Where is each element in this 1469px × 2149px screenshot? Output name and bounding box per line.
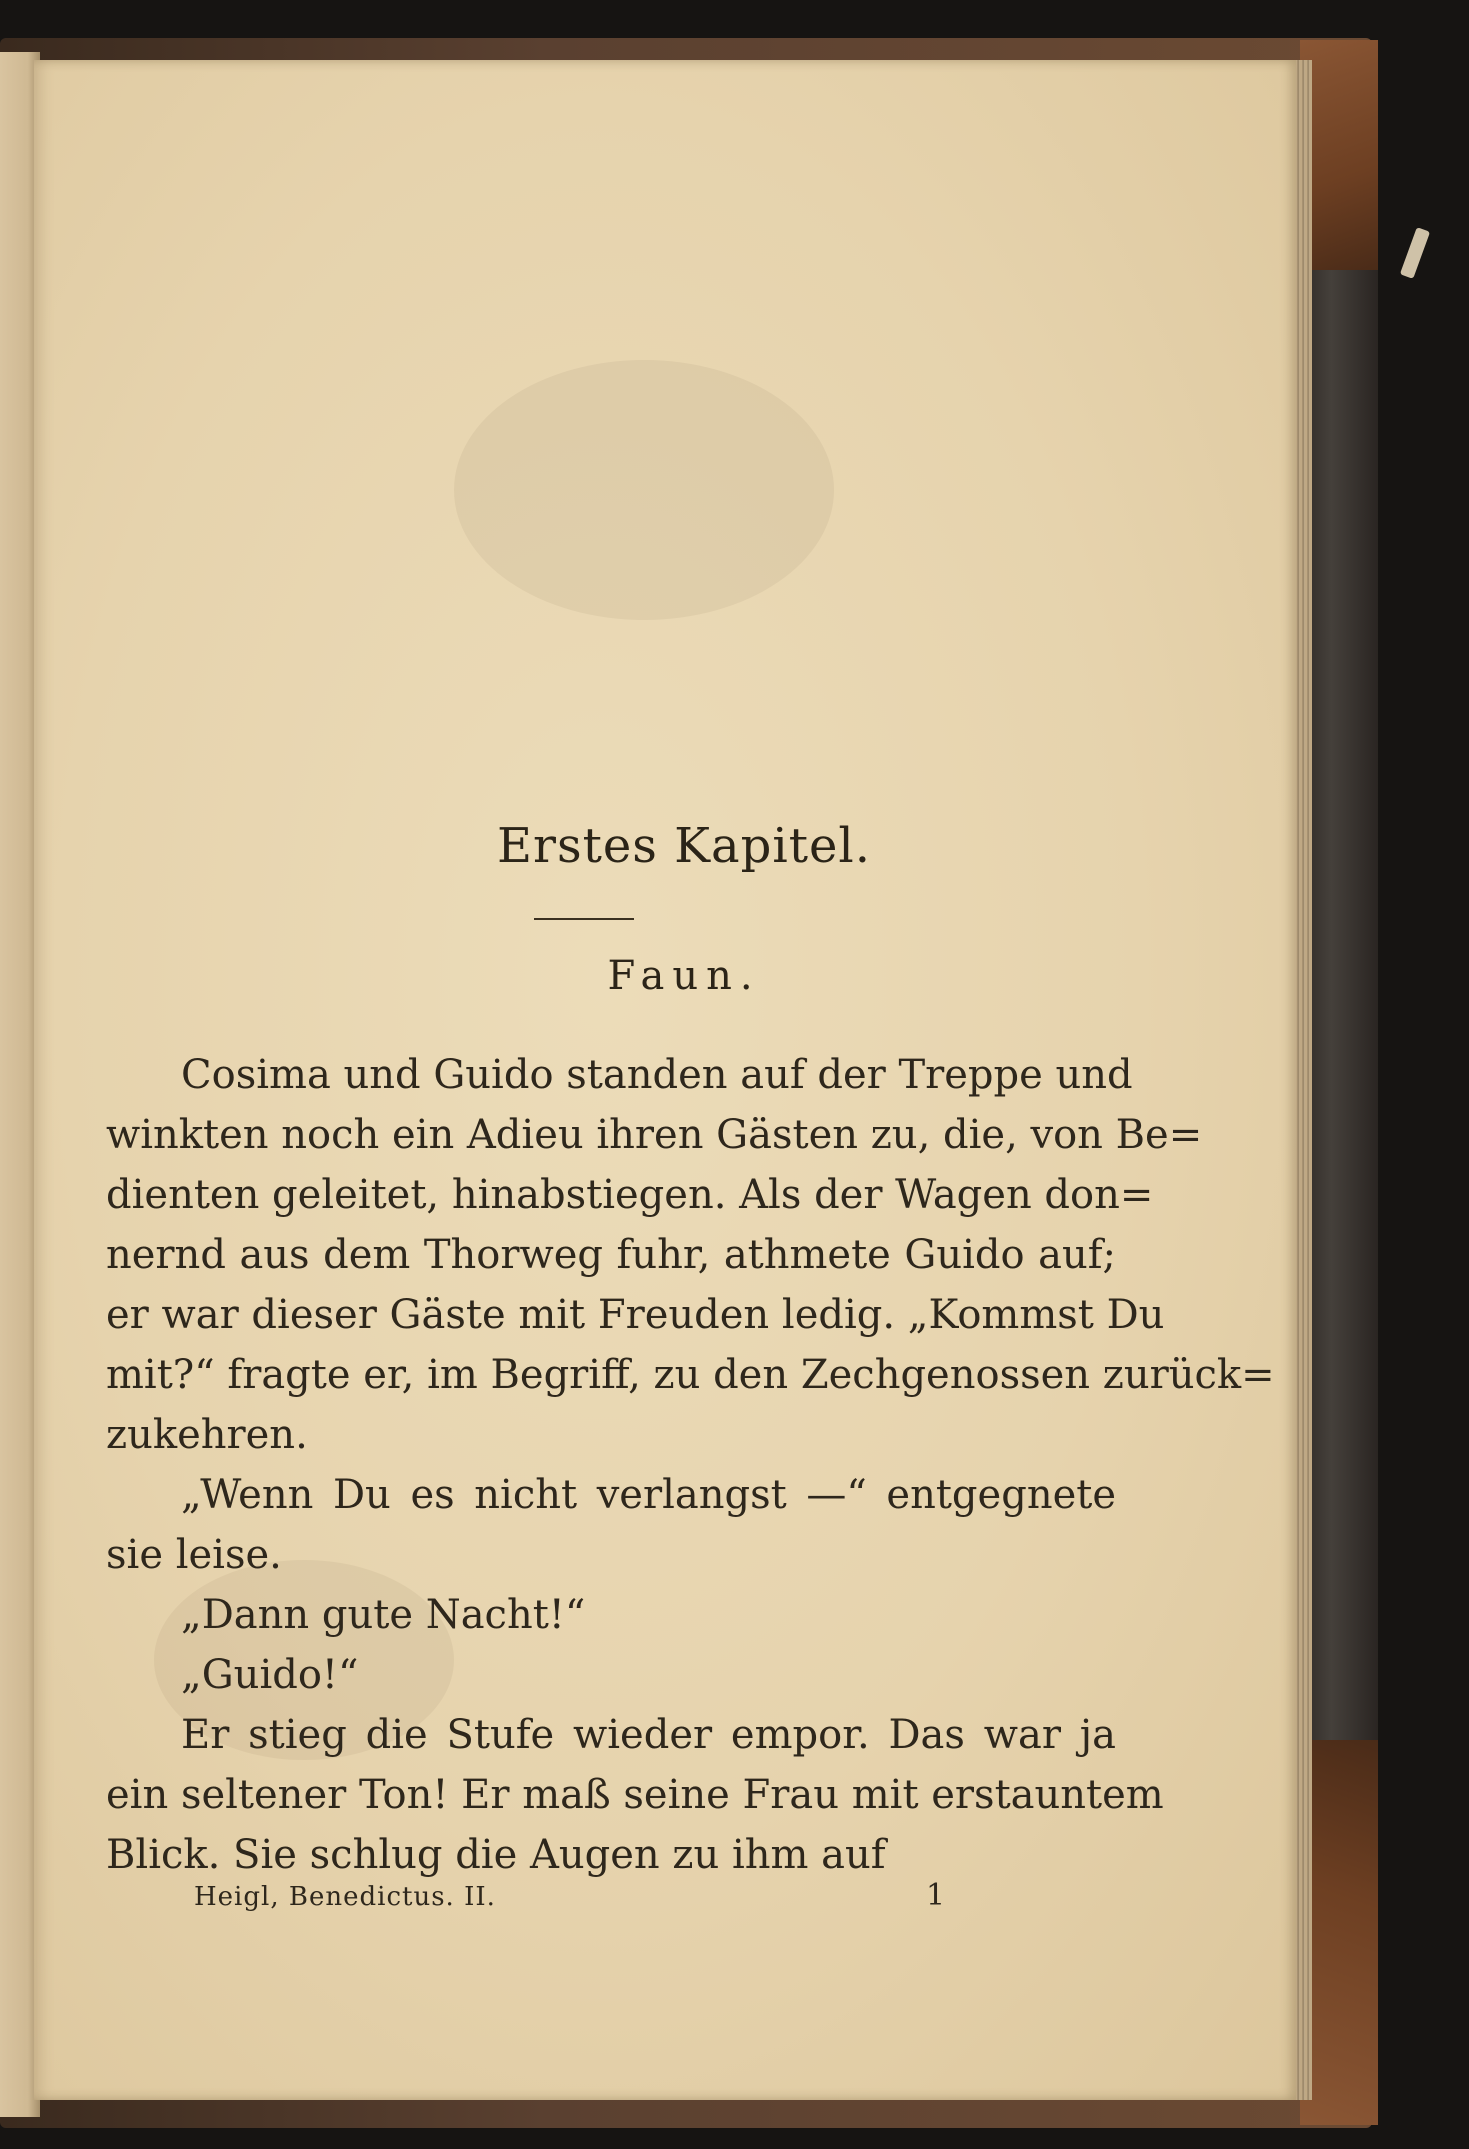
printer-signature: Heigl, Benedictus. II. <box>194 1882 496 1912</box>
text-line: zukehren. <box>106 1412 308 1458</box>
chapter-title: Erstes Kapitel. <box>496 818 872 874</box>
book-page <box>34 60 1296 2100</box>
text-line: nernd aus dem Thorweg fuhr, athmete Guido auf; <box>106 1232 1116 1278</box>
paper-stain <box>454 360 834 620</box>
body-text <box>106 1045 1275 1885</box>
title-divider <box>534 918 634 920</box>
paper-tear-mark <box>1400 227 1430 279</box>
text-line: sie leise. <box>106 1532 282 1578</box>
page-number: 1 <box>926 1878 946 1913</box>
text-line: „Guido!“ <box>181 1652 359 1698</box>
text-line: dienten geleitet, hinabstiegen. Als der Wagen don= <box>106 1172 1154 1218</box>
text-line: Cosima und Guido standen auf der Treppe und <box>181 1052 1133 1098</box>
text-line: winkten noch ein Adieu ihren Gästen zu, die, von Be= <box>106 1112 1203 1158</box>
text-line: Er stieg die Stufe wieder empor. Das war ja <box>181 1712 1116 1758</box>
section-title: Faun. <box>607 953 761 999</box>
page-footer <box>154 1878 974 1922</box>
text-line: „Dann gute Nacht!“ <box>181 1592 586 1638</box>
text-line: mit?“ fragte er, im Begriff, zu den Zechgenossen zurück= <box>106 1352 1275 1398</box>
text-line: „Wenn Du es nicht verlangst —“ entgegnete <box>181 1472 1116 1518</box>
text-line: ein seltener Ton! Er maß seine Frau mit erstauntem <box>106 1772 1164 1818</box>
text-line: er war dieser Gäste mit Freuden ledig. „Kommst Du <box>106 1292 1165 1338</box>
text-line: Blick. Sie schlug die Augen zu ihm auf <box>106 1832 886 1878</box>
